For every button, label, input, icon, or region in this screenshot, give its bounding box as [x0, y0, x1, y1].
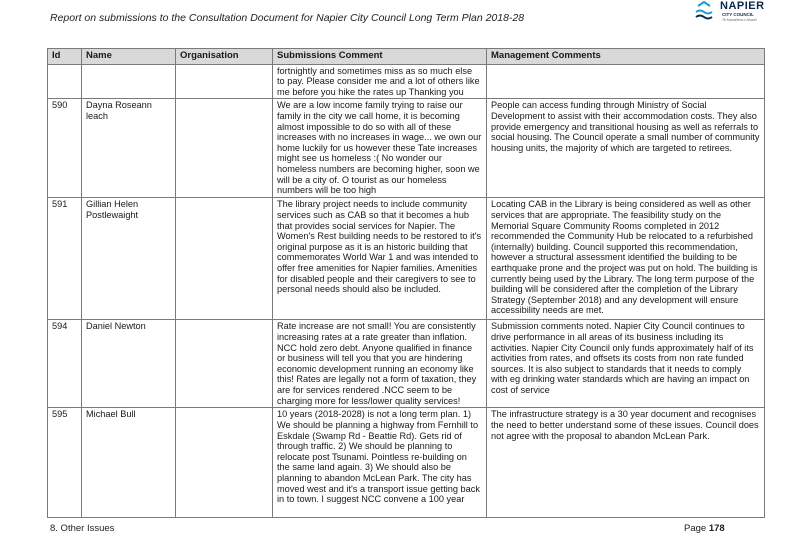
cell-submission-comment: We are a low income family trying to raise our family in the city we call home, it is becoming almost impossible to do so with all of these increases with no increases in wage... we own our home luckily for us however these Tate increases might see us homeless :( No wonder our homeless numbers are becoming higher, soon we will be a city of. O tourist as our homeless numbers will be too high — [273, 99, 487, 198]
cell-id: 595 — [48, 408, 82, 518]
table-row — [48, 408, 765, 518]
cell-id: 591 — [48, 198, 82, 320]
cell-name — [82, 64, 176, 99]
footer-section-label: 8. Other Issues — [50, 523, 115, 534]
logo-subtitle: CITY COUNCIL — [722, 12, 754, 17]
cell-id — [48, 64, 82, 99]
column-header-management-comments: Management Comments — [487, 49, 765, 65]
logo-name: NAPIER — [720, 0, 765, 12]
cell-management-comment: Submission comments noted. Napier City Council continues to drive performance in all areas of its business including its activities. Napier City Council only funds approximately half of its activities from rates, and offsets its costs from non rate funded sources. It is also subject to standards that it needs to comply with eg drinking water standards which are having an impact on cost of service — [487, 320, 765, 408]
column-header-id: Id — [48, 49, 82, 65]
cell-management-comment: People can access funding through Ministry of Social Development to assist with their accommodation costs. They also provide emergency and transitional housing as well as referrals to social housing. The Council operate a small number of community housing units, the majority of which are targeted to retirees. — [487, 99, 765, 198]
cell-organisation — [176, 320, 273, 408]
table-row — [48, 64, 765, 99]
cell-management-comment — [487, 64, 765, 99]
table-row — [48, 99, 765, 198]
cell-organisation — [176, 408, 273, 518]
table-row — [48, 320, 765, 408]
cell-management-comment: The infrastructure strategy is a 30 year document and recognises the need to better understand some of these issues. Council does not agree with the proposal to abandon McLean Park. — [487, 408, 765, 518]
submissions-table — [47, 48, 765, 518]
cell-id: 594 — [48, 320, 82, 408]
logo-tagline: Te Kaunihera o Ahuriri — [722, 18, 757, 22]
cell-management-comment: Locating CAB in the Library is being considered as well as other services that are appropriate. The feasibility study on the Memorial Square Community Rooms completed in 2012 recommended the Community Hub be relocated to a refurbished (internally) building. Council supported this recommendation, however a structural assessment identified the building to be earthquake prone and the project was put on hold. The building is currently being used by the Library. The long term purpose of the building will be considered after the completion of the Library Strategy (September 2018) and any development will ensure accessibility needs are met. — [487, 198, 765, 320]
cell-organisation — [176, 198, 273, 320]
cell-id: 590 — [48, 99, 82, 198]
column-header-submissions-comment: Submissions Comment — [273, 49, 487, 65]
page-number-value: 178 — [708, 523, 725, 534]
cell-name: Daniel Newton — [82, 320, 176, 408]
cell-name: Gillian Helen Postlewaight — [82, 198, 176, 320]
page-label: Page — [684, 523, 707, 534]
cell-submission-comment: The library project needs to include community services such as CAB so that it becomes a hub that provides social services for Napier. The Women's Rest building needs to be restored to it's original purpose as it is an historic building that commemorates World War 1 and was intended to offer free amenities for Napier families. Amenities for disabled people and their caregivers to see to personal needs should also be included. — [273, 198, 487, 320]
cell-organisation — [176, 64, 273, 99]
table-header-row — [48, 49, 765, 65]
cell-name: Michael Bull — [82, 408, 176, 518]
footer-page-number — [684, 523, 725, 534]
column-header-name: Name — [82, 49, 176, 65]
table-row — [48, 198, 765, 320]
cell-name: Dayna Roseann leach — [82, 99, 176, 198]
document-header-title: Report on submissions to the Consultation Document for Napier City Council Long Term Plan 2018-28 — [50, 12, 525, 24]
column-header-organisation: Organisation — [176, 49, 273, 65]
cell-submission-comment: Rate increase are not small! You are consistently increasing rates at a rate greater than inflation. NCC hold zero debt. Anyone qualified in finance or business will tell you that you are hindering economic development running an economy like this! Rates are legally not a form of taxation, they are for services rendered .NCC seem to be charging more for less/lower quality services! — [273, 320, 487, 408]
cell-submission-comment: 10 years (2018-2028) is not a long term plan. 1) We should be planning a highway from Fernhill to Eskdale (Swamp Rd - Beattie Rd). Gets rid of through traffic. 2) We should be planning to relocate post Tsunami. Pointless re-building on the same land again. 3) We should also be planning to abandon McLean Park. The city has moved west and it's a transport issue getting back in to town. I suggest NCC convene a 100 year — [273, 408, 487, 518]
cell-submission-comment: fortnightly and sometimes miss as so much else to pay. Please consider me and a lot of others like me before you hike the rates up Thanking you — [273, 64, 487, 99]
cell-organisation — [176, 99, 273, 198]
